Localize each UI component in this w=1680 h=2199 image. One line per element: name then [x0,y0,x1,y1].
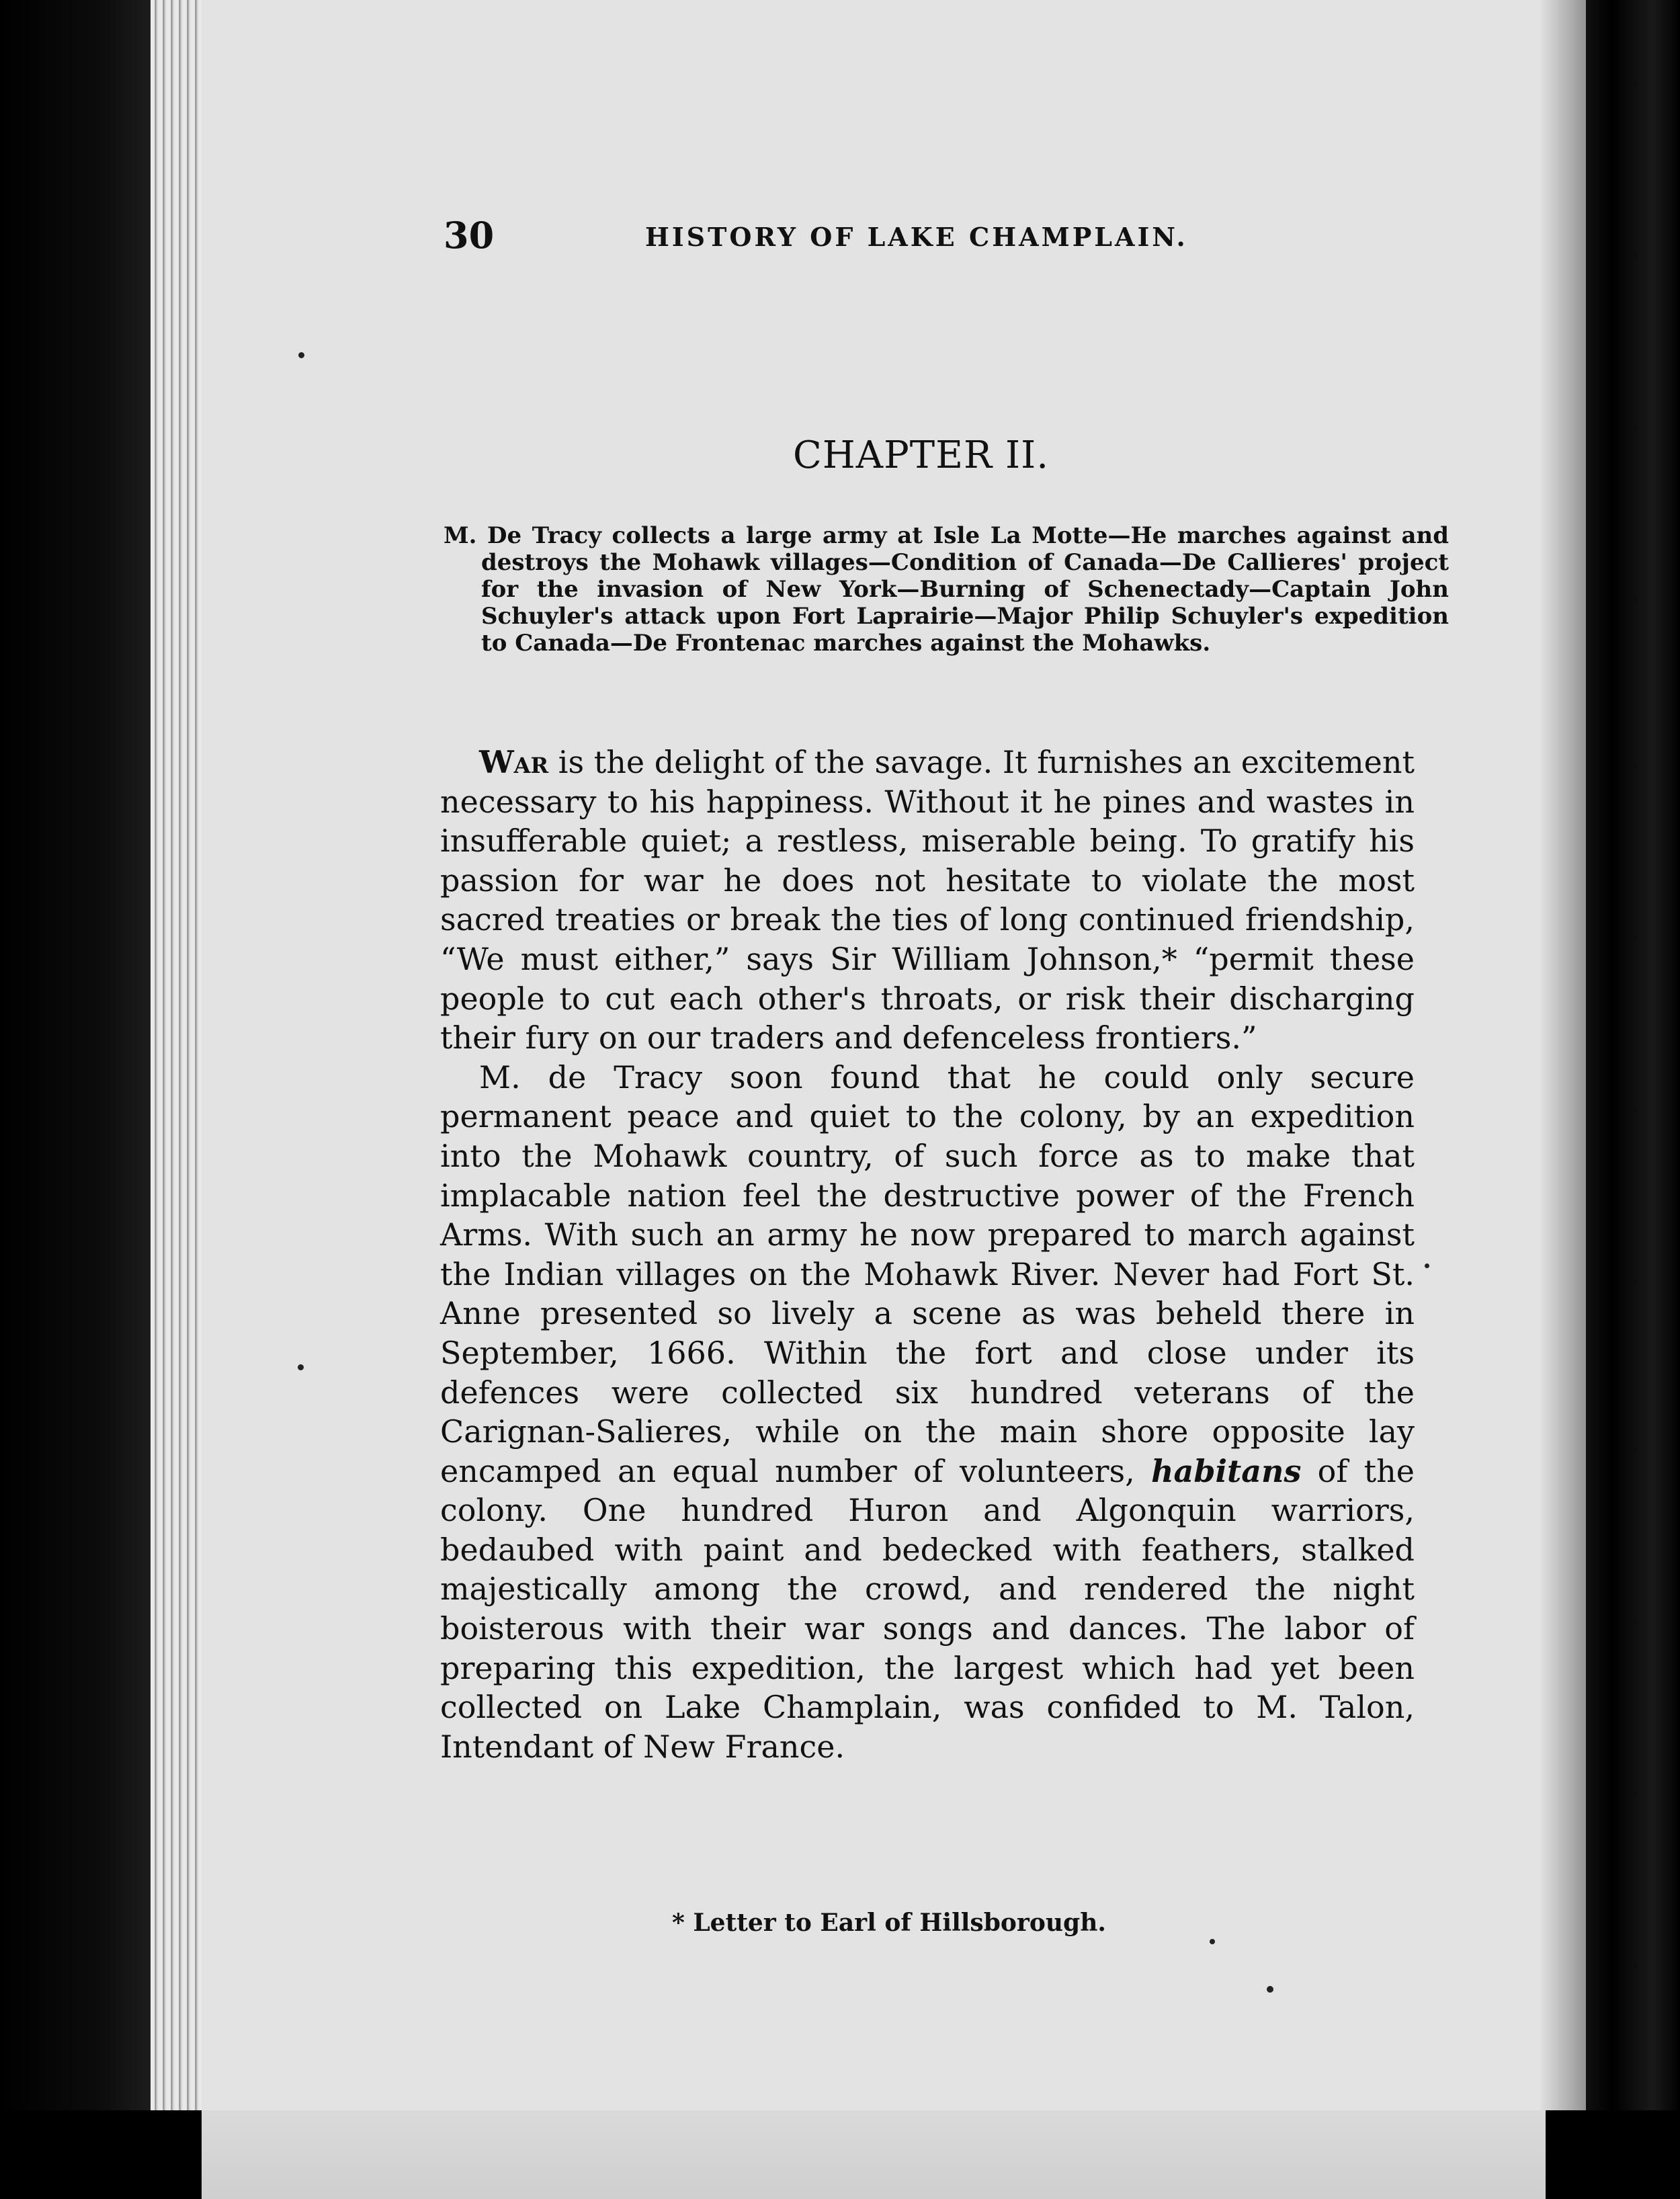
chapter-title: CHAPTER II. [793,433,1050,477]
footnote: * Letter to Earl of Hillsborough. [672,1909,1106,1937]
scan-speck [298,352,304,358]
running-title: HISTORY OF LAKE CHAMPLAIN. [645,222,1188,252]
bottom-page-strip [202,2110,1546,2199]
paragraph-1 [440,743,1415,1058]
scan-speck [298,1364,304,1370]
right-scan-margin [1586,0,1680,2199]
italic-term: habitans [1151,1452,1302,1489]
running-head [444,214,1230,274]
page-edges [151,0,208,2110]
paragraph-1-text: is the delight of the savage. It furnishes an excitement necessary to his happiness. Without it he pines and wastes in insufferable quiet; a restless, miserable being. To gratify his passion for war he does not hesitate to violate the most sacred treaties or break the ties of long continued friendship, “We must either,” says Sir William Johnson,* “permit these people to cut each other's throats, or risk their discharging their fury on our traders and defenceless frontiers.” [440,744,1415,1056]
left-scan-margin [0,0,151,2199]
page-number: 30 [444,214,495,257]
gutter-shadow [1539,0,1586,2199]
paragraph-2 [440,1058,1415,1767]
scan-speck [1210,1939,1215,1944]
body-text [440,743,1415,1766]
paragraph-2-text-after: of the colony. One hundred Huron and Algonquin warriors, bedaubed with paint and bedecked with feathers, stalked majestically among the crowd, and rendered the night boisterous with their war songs and dances. The labor of preparing this expedition, the largest which had yet been collected on Lake Champlain, was confided to M. Talon, Intendant of New France. [440,1452,1415,1765]
scan-speck [1425,1263,1429,1268]
paragraph-2-text-before: M. de Tracy soon found that he could only secure permanent peace and quiet to the colony, by an expedition into the Mohawk country, of such force as to make that implacable nation feel the destructive power of the French Arms. With such an army he now prepared to march against the Indian villages on the Mohawk River. Never had Fort St. Anne presented so lively a scene as was beheld there in September, 1666. Within the fort and close under its defences were collected six hundred veterans of the Carignan-Salieres, while on the main shore opposite lay encamped an equal number of volunteers, [440,1059,1415,1489]
lead-word: War [479,744,549,780]
chapter-synopsis: M. De Tracy collects a large army at Isle La Motte—He marches against and destroys the Mohawk villages—Condition of Canada—De Callieres' project for the invasion of New York—Burning of Schenectady—Captain John Schuyler's attack upon Fort Laprairie—Major Philip Schuyler's expedition to Canada—De Frontenac marches against the Mohawks. [444,522,1449,657]
scan-speck [1267,1986,1273,1993]
